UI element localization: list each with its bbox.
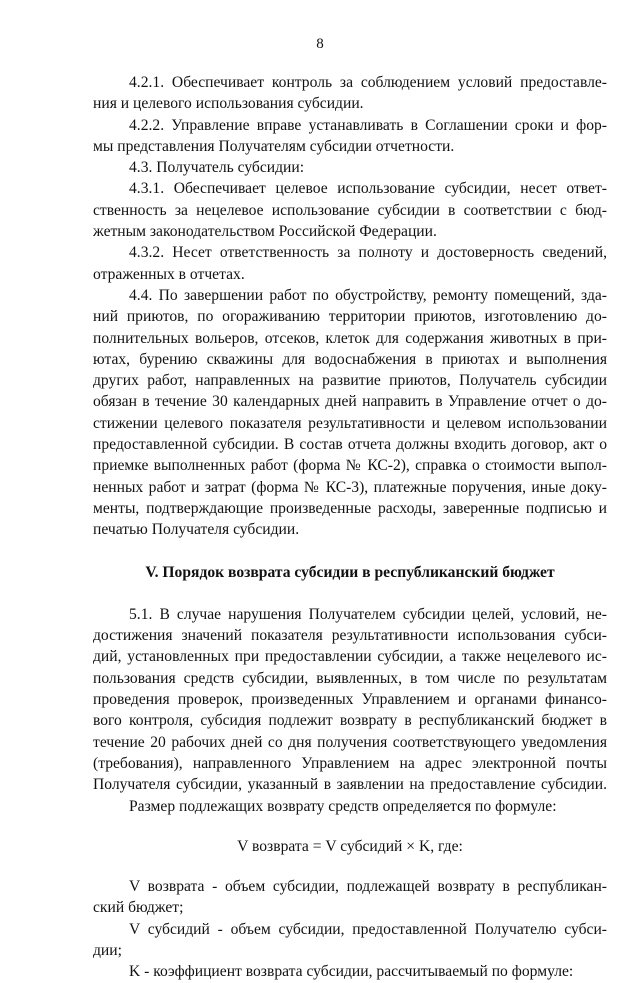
page-number: 8 — [316, 36, 324, 52]
text-line: дии; — [93, 941, 122, 959]
section-heading: V. Порядок возврата субсидии в республиканский бюджет — [145, 563, 555, 581]
text-line: 4.4. По завершении работ по обустройству, ремонту помещений, зда- — [129, 286, 607, 304]
text-line: ский бюджет; — [93, 899, 184, 917]
text-line: менты, подтверждающие произведенные расходы, заверенные подписью и — [93, 499, 607, 517]
text-line: ственность за нецелевое использование субсидии в соответствии с бюд- — [93, 201, 607, 219]
text-line: Получателя субсидии, указанный в заявлении на предоставление субсидии. — [93, 776, 607, 794]
section-heading-wrap — [93, 562, 607, 583]
text-line: 5.1. В случае нарушения Получателем субсидии целей, условий, не- — [129, 605, 607, 623]
text-line: вого контроля, субсидия подлежит возврату в республиканский бюджет в — [93, 712, 607, 730]
formula-wrap — [93, 836, 607, 857]
text-line: других работ, направленных на развитие приютов, Получатель субсидии — [93, 372, 607, 390]
text-line: отраженных в отчетах. — [93, 265, 245, 283]
text-line: приемке выполненных работ (форма № КС-2), справка о стоимости выпол- — [93, 457, 607, 475]
text-line: V субсидий - объем субсидии, предоставленной Получателю субси- — [129, 920, 607, 938]
text-line: полнительных вольеров, отсеков, клеток для содержания животных в при- — [93, 329, 607, 347]
text-line: мы представления Получателям субсидии отчетности. — [93, 137, 455, 155]
text-line: течение 20 рабочих дней со дня получения соответствующего уведомления — [93, 733, 607, 751]
text-line: (требования), направленного Управлением на адрес электронной почты — [93, 754, 607, 772]
text-line: K - коэффициент возврата субсидии, рассчитываемый по формуле: — [129, 963, 574, 981]
text-line: стижении целевого показателя результативности и целевом использовании — [93, 414, 607, 432]
text-line: 4.3.1. Обеспечивает целевое использование субсидии, несет ответ- — [129, 180, 607, 198]
body-text — [93, 72, 607, 983]
text-line: 4.3. Получатель субсидии: — [129, 159, 305, 177]
text-line: V возврата - объем субсидии, подлежащей возврату в республикан- — [129, 878, 607, 896]
text-line: жетным законодательством Российской Федерации. — [93, 223, 437, 241]
text-line: 4.3.2. Несет ответственность за полноту и достоверность сведений, — [129, 244, 607, 262]
text-line: ненных работ и затрат (форма № КС-3), платежные поручения, иные доку- — [93, 478, 607, 496]
text-line: 4.2.1. Обеспечивает контроль за соблюдением условий предоставле- — [129, 74, 607, 91]
text-line: 4.2.2. Управление вправе устанавливать в Соглашении сроки и фор- — [129, 116, 607, 134]
formula: V возврата = V субсидий × K, где: — [237, 837, 463, 855]
text-line: печатью Получателя субсидии. — [93, 521, 300, 539]
text-line: достижения значений показателя результативности использования субси- — [93, 627, 607, 645]
text-line: пользования средств субсидии, выявленных, в том числе по результатам — [93, 669, 607, 687]
text-line: ний приютов, по огораживанию территории приютов, изготовлению до- — [93, 308, 607, 326]
text-line: обязан в течение 30 календарных дней направить в Управление отчет о до- — [93, 393, 607, 411]
text-line: дий, установленных при предоставлении субсидии, а также нецелевого ис- — [93, 648, 607, 666]
text-line: предоставленной субсидии. В состав отчета должны входить договор, акт о — [93, 436, 607, 454]
text-line: ния и целевого использования субсидии. — [93, 95, 364, 113]
text-line: Размер подлежащих возврату средств определяется по формуле: — [129, 797, 557, 815]
text-line: проведения проверок, произведенных Управлением и органами финансо- — [93, 691, 607, 709]
text-line: ютах, бурению скважины для водоснабжения в приютах и выполнения — [93, 350, 607, 368]
